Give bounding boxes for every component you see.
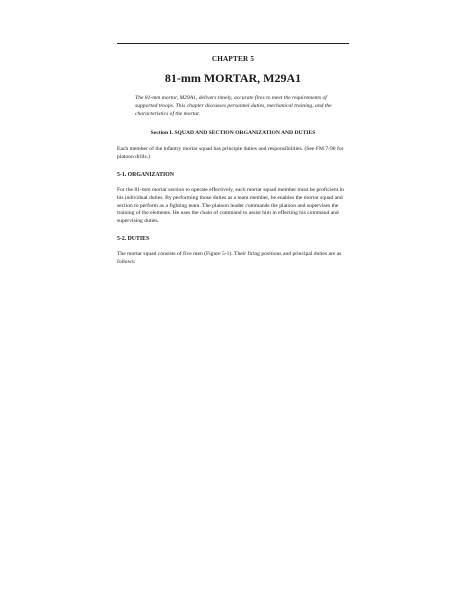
duties-paragraph: The mortar squad consists of five men (Figure 5-1). Their firing positions and principal duties are as follows: [117,251,342,266]
document-page [117,43,349,277]
section-heading: Section I. SQUAD AND SECTION ORGANIZATION AND DUTIES [150,129,316,136]
top-rule [117,43,349,44]
chapter-intro: The 81-mm mortar, M29A1, delivers timely, accurate fires to meet the requirements of supported troops. This chapter discusses personnel duties, mechanical training, and the characteristics of the mortar. [135,95,332,117]
organization-heading: 5-1. ORGANIZATION [117,171,174,178]
chapter-label: CHAPTER 5 [211,55,255,63]
section-intro-paragraph: Each member of the infantry mortar squad has principle duties and responsibilities. (See FM 7-90 for platoon drills.) [117,145,344,160]
chapter-title: 81-mm MORTAR, M29A1 [164,71,302,85]
organization-paragraph: For the 81-mm mortar section to operate effectively, each mortar squad member must be proficient in his individual duties. By performing those duties as a team member, he enables the mortar squad and section to perform as a fighting team. The platoon leader commands the platoon and supervises the training of the elements. He uses the chain of command to assist him in effecting his command and supervising duties. [117,186,344,225]
duties-heading: 5-2. DUTIES [117,236,150,243]
